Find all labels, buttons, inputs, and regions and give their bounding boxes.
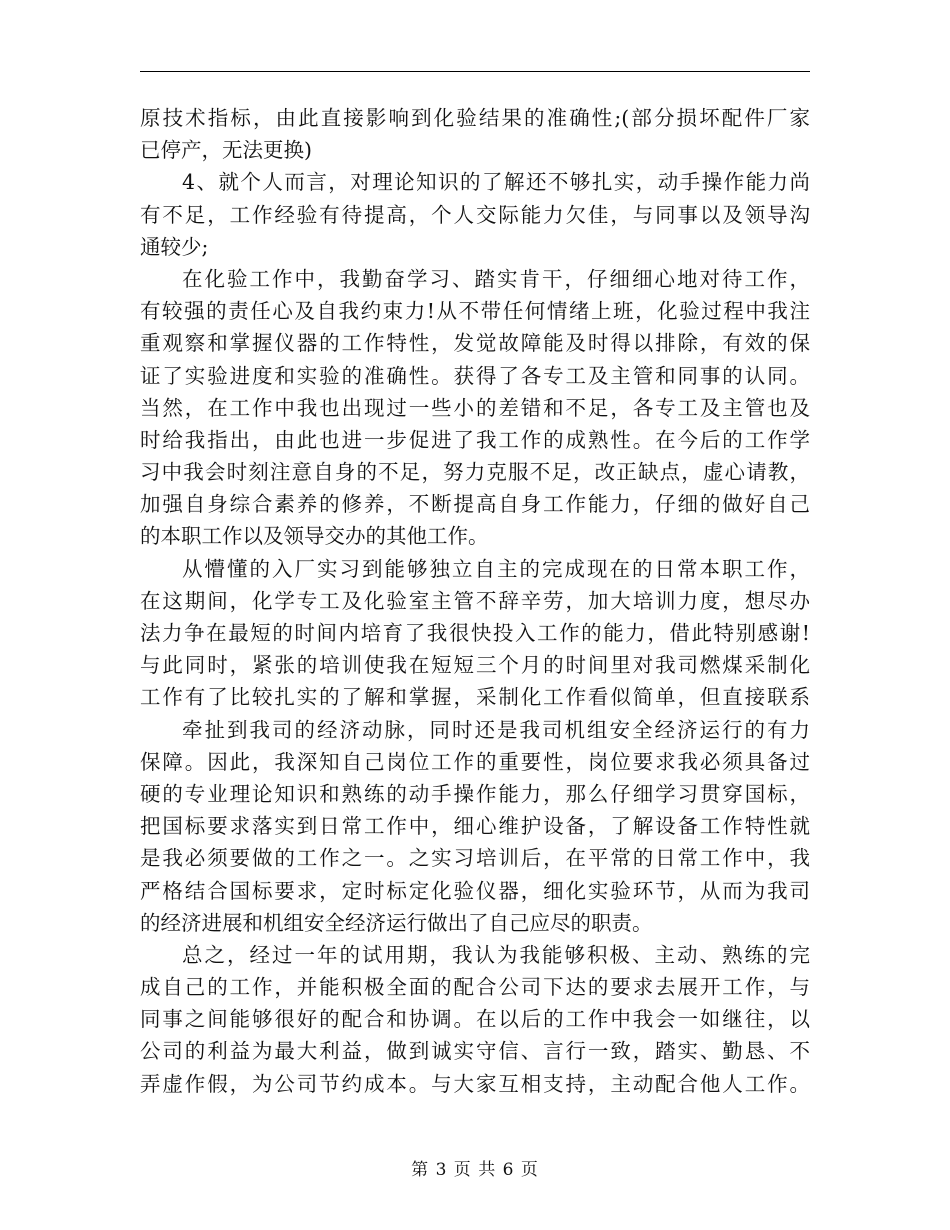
document-body bbox=[140, 102, 810, 1100]
text-line: 公司的利益为最大利益，做到诚实守信、言行一致，踏实、勤恳、不 bbox=[140, 1039, 810, 1064]
text-line: 严格结合国标要求，定时标定化验仪器，细化实验环节，从而为我司 bbox=[140, 878, 810, 903]
text-line: 保障。因此，我深知自己岗位工作的重要性，岗位要求我必须具备过 bbox=[140, 749, 810, 774]
text-line: 习中我会时刻注意自身的不足，努力克服不足，改正缺点，虚心请教， bbox=[140, 460, 810, 485]
text-line: 通较少; bbox=[140, 234, 209, 259]
paragraph bbox=[140, 553, 810, 714]
text-line: 重观察和掌握仪器的工作特性，发觉故障能及时得以排除，有效的保 bbox=[140, 331, 810, 356]
text-line: 牵扯到我司的经济动脉，同时还是我司机组安全经济运行的有力 bbox=[182, 717, 810, 742]
paragraph bbox=[140, 166, 810, 263]
text-line: 的经济进展和机组安全经济运行做出了自己应尽的职责。 bbox=[140, 910, 653, 935]
text-line: 加强自身综合素养的修养，不断提高自身工作能力，仔细的做好自己 bbox=[140, 492, 810, 517]
text-line: 弄虚作假，为公司节约成本。与大家互相支持，主动配合他人工作。 bbox=[140, 1071, 810, 1096]
text-line: 总之，经过一年的试用期，我认为我能够积极、主动、熟练的完 bbox=[182, 942, 810, 967]
text-line: 从懵懂的入厂实习到能够独立自主的完成现在的日常本职工作， bbox=[182, 556, 810, 581]
text-line: 证了实验进度和实验的准确性。获得了各专工及主管和同事的认同。 bbox=[140, 363, 810, 388]
text-line: 有较强的责任心及自我约束力!从不带任何情绪上班，化验过程中我注 bbox=[140, 299, 810, 324]
text-line: 成自己的工作，并能积极全面的配合公司下达的要求去展开工作，与 bbox=[140, 975, 810, 1000]
text-line: 同事之间能够很好的配合和协调。在以后的工作中我会一如继往，以 bbox=[140, 1007, 810, 1032]
text-line: 4、就个人而言，对理论知识的了解还不够扎实，动手操作能力尚 bbox=[182, 170, 810, 195]
text-line: 在化验工作中，我勤奋学习、踏实肯干，仔细细心地对待工作， bbox=[182, 266, 810, 291]
paragraph bbox=[140, 102, 810, 166]
paragraph bbox=[140, 263, 810, 553]
page-number-footer: 第 3 页 共 6 页 bbox=[411, 1160, 539, 1180]
text-line: 硬的专业理论知识和熟练的动手操作能力，那么仔细学习贯穿国标， bbox=[140, 781, 810, 806]
text-line: 把国标要求落实到日常工作中，细心维护设备，了解设备工作特性就 bbox=[140, 814, 810, 839]
text-line: 当然，在工作中我也出现过一些小的差错和不足，各专工及主管也及 bbox=[140, 395, 810, 420]
text-line: 是我必须要做的工作之一。之实习培训后，在平常的日常工作中，我 bbox=[140, 846, 810, 871]
header-rule bbox=[140, 71, 810, 72]
text-line: 原技术指标，由此直接影响到化验结果的准确性;(部分损坏配件厂家 bbox=[140, 106, 810, 130]
text-line: 有不足，工作经验有待提高，个人交际能力欠佳，与同事以及领导沟 bbox=[140, 202, 810, 227]
text-line: 的本职工作以及领导交办的其他工作。 bbox=[140, 524, 489, 549]
text-line: 与此同时，紧张的培训使我在短短三个月的时间里对我司燃煤采制化 bbox=[140, 653, 810, 678]
paragraph bbox=[140, 714, 810, 939]
text-line: 工作有了比较扎实的了解和掌握，采制化工作看似简单，但直接联系 bbox=[140, 685, 810, 710]
paragraph bbox=[140, 939, 810, 1100]
text-line: 在这期间，化学专工及化验室主管不辞辛劳，加大培训力度，想尽办 bbox=[140, 588, 810, 613]
text-line: 已停产，无法更换) bbox=[140, 138, 312, 163]
text-line: 时给我指出，由此也进一步促进了我工作的成熟性。在今后的工作学 bbox=[140, 427, 810, 452]
text-line: 法力争在最短的时间内培育了我很快投入工作的能力，借此特别感谢! bbox=[140, 621, 810, 645]
